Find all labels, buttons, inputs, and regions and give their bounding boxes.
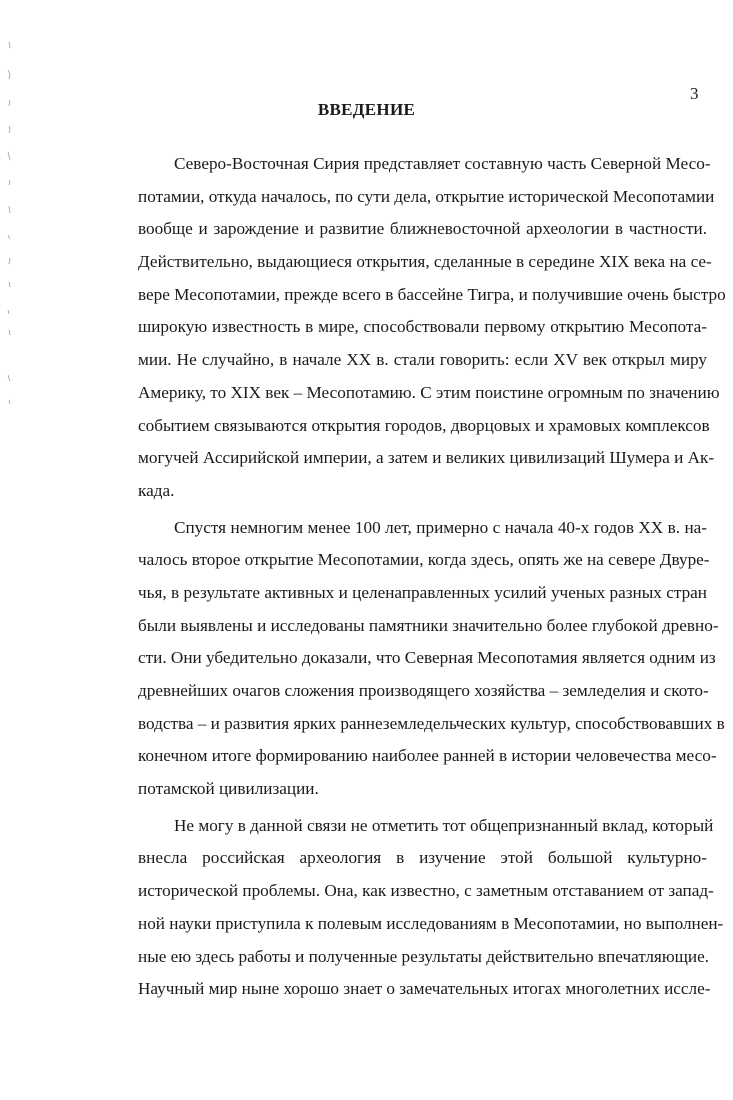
text-line: Спустя немногим менее 100 лет, примерно с начала 40-х годов XX в. на- [174, 517, 707, 537]
text-line: Не могу в данной связи не отметить тот общепризнанный вклад, который [174, 815, 714, 835]
paragraph-1 [138, 148, 726, 508]
text-line: Научный мир ныне хорошо знает о замечательных итогах многолетних иссле- [138, 979, 711, 999]
text-line: сти. Они убедительно доказали, что Северная Месопотамия является одним из [138, 648, 716, 668]
text-line: потамской цивилизации. [138, 779, 319, 799]
text-line: Америку, то XIX век – Месопотамию. С этим поистине огромным по значению [138, 382, 720, 402]
text-line: исторической проблемы. Она, как известно, с заметным отставанием от запад- [138, 881, 714, 901]
text-line: мии. Не случайно, в начале XX в. стали говорить: если XV век открыл миру [138, 350, 707, 370]
paragraph-2 [138, 512, 725, 806]
page-number: 3 [690, 84, 699, 103]
paragraph-3 [138, 810, 724, 1006]
page-title: ВВЕДЕНИЕ [317, 100, 416, 119]
text-line: событием связываются открытия городов, дворцовых и храмовых комплексов [138, 415, 710, 435]
text-line: ные ею здесь работы и полученные результаты действительно впечатляющие. [138, 946, 710, 966]
text-line: чалось второе открытие Месопотамии, когда здесь, опять же на севере Двуре- [138, 550, 710, 570]
text-line: Действительно, выдающиеся открытия, сделанные в середине XIX века на се- [138, 252, 712, 272]
text-line: потамии, откуда началось, по сути дела, открытие исторической Месопотамии [138, 186, 715, 206]
text-line: конечном итоге формированию наиболее ранней в истории человечества месо- [138, 746, 717, 766]
text-line: древнейших очагов сложения производящего хозяйства – земледелия и ското- [138, 681, 709, 700]
text-line: чья, в результате активных и целенаправленных усилий ученых разных стран [138, 582, 707, 602]
text-line: када. [138, 480, 175, 500]
document-body [138, 148, 726, 1006]
text-line: были выявлены и исследованы памятники значительно более глубокой древно- [138, 615, 719, 635]
text-line: могучей Ассирийской империи, а затем и великих цивилизаций Шумера и Ак- [138, 448, 715, 468]
text-line: вере Месопотамии, прежде всего в бассейне Тигра, и получившие очень быстро [138, 284, 726, 304]
text-line: вообще и зарождение и развитие ближневосточной археологии в частности. [138, 219, 707, 239]
scan-margin-marks [4, 30, 14, 410]
text-line: Северо-Восточная Сирия представляет составную часть Северной Месо- [174, 154, 711, 173]
text-line: внесла российская археология в изучение этой большой культурно- [138, 848, 707, 868]
text-line: водства – и развития ярких раннеземледельческих культур, способствовавших в [138, 713, 725, 733]
text-line: ной науки приступила к полевым исследованиям в Месопотамии, но выполнен- [138, 913, 724, 933]
text-line: широкую известность в мире, способствовали первому открытию Месопота- [138, 317, 707, 337]
